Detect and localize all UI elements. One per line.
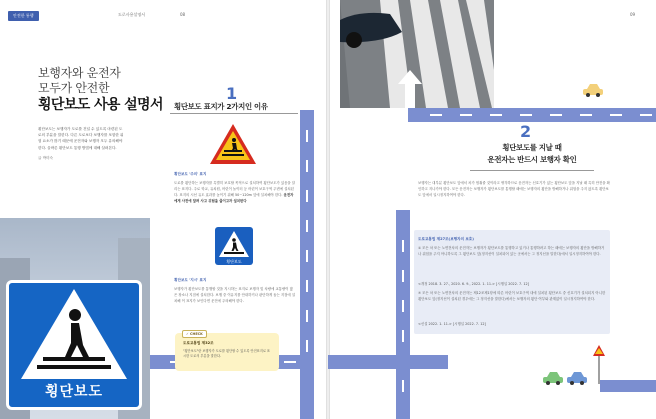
check-tag: ✓ CHECK [182, 330, 207, 338]
law-item-2: ⑦ 모든 차 또는 노면전차의 운전자는 제12조제1항에 따른 어린이 보호구역 내에 설치된 횡단보도 중 신호기가 설치되지 아니한 횡단보도 앞(정지선이 설치된 경우에는 그 정지선을 말한다)에서는 보행자의 횡단 여부와 관계없이 일시정지하여야 한다. [418, 291, 606, 301]
law-date-1: <개정 2018. 3. 27., 2020. 6. 9., 2022. 1. 11.> [시행일 2022. 7. 12] [418, 282, 529, 286]
intro-text: 횡단보도는 보행자가 도로를 건널 수 있도록 마련된 도로의 부분을 말한다. 다른 도로보다 보행자를 포함한 위험 요소가 많기 때문에 운전자와 보행자 모두 유의해야 한다. 올바른 횡단보도 통행 방법에 대해 살펴본다. [38, 127, 124, 150]
road-photo-illustration [340, 0, 494, 108]
section2-number: 2 [520, 122, 532, 141]
left-page-number: 08 [180, 12, 186, 17]
svg-text:횡단보도: 횡단보도 [226, 259, 242, 264]
section1-number: 1 [226, 84, 238, 103]
crosswalk-sign-board [6, 280, 142, 410]
section2-divider [470, 170, 594, 171]
check-title: 도로교통법 제32조 [183, 341, 214, 345]
section2-intro: 보행자는 대부분 횡단보도 앞에서 차가 멈춰줄 것이라고 생각하므로 운전자는 신호기가 있는 횡단보도 앞을 지날 때 특히 안전을 확인하고 지나가야 한다. 모든 운전자는 보행자가 횡단보도를 통행할 때에는 보행자의 횡단을 방해하거나 위험을 주지 않도록 횡단보도 앞에서 일시정지하여야 한다. [418, 181, 610, 197]
check-box [175, 333, 279, 371]
section1-divider [170, 113, 298, 114]
pedestrian-triangle-icon [9, 285, 139, 385]
author-credit: 글 박미숙 [38, 155, 54, 160]
section1-title: 횡단보도 표지가 2가지인 이유 [174, 102, 268, 111]
car-icon-blue [566, 370, 588, 386]
law-title: 도로교통법 제27조(보행자의 보호) [418, 237, 474, 241]
car-icon-yellow [582, 82, 604, 98]
title-line-2: 모두가 안전한 [38, 81, 110, 95]
road-right-corner [600, 380, 656, 392]
sign1-text: 도로를 횡단하는 보행자를 특별히 보호할 목적으로 설치하여 횡단보도가 있음을 알리는 표지다. 주로 학교, 유치원, 어린이 놀이터 등 어린이 보호구역 주변에 설치된다. 표지의 시선 유도 효과를 높이기 위해 50~120m 앞에 설치해야 한다. [174, 181, 296, 197]
section-tag: 안전한 통행 [8, 11, 39, 21]
check-body: "횡단보도"란 보행자가 도로를 횡단할 수 있도록 안전표지로 표시한 도로의 부분을 말한다. [183, 349, 271, 359]
instruction-crosswalk-sign-icon [214, 226, 254, 266]
running-title: 도로사용설명서 [118, 12, 146, 17]
crosswalk-sign-photo [0, 218, 150, 419]
car-icon-green [542, 370, 564, 386]
section2-title-line-2: 운전자는 반드시 보행자 확인 [487, 155, 577, 164]
title-line-3: 횡단보도 사용 설명서 [38, 97, 163, 113]
sign-text: 횡단보도 [44, 384, 104, 400]
crosswalk-road-photo [340, 0, 494, 108]
small-crosswalk-sign-icon [592, 344, 606, 384]
law-item-1: ① 모든 차 또는 노면전차의 운전자는 보행자가 횡단보도를 통행하고 있거나 통행하려고 하는 때에는 보행자의 횡단을 방해하거나 위험을 주지 아니하도록 그 횡단보도 앞(정지선이 설치되어 있는 곳에서는 그 정지선을 말한다)에서 일시정지하여야 한다. [418, 246, 605, 256]
right-page-number: 09 [630, 12, 636, 17]
section2-title-line-1: 횡단보도를 지날 때 [502, 143, 562, 152]
sign2-label: 횡단보도 '지시' 표지 [174, 278, 207, 282]
sign1-bold-text: 운전자에게 사전에 알려 사고 위험을 줄이고자 설치한다 [174, 193, 294, 203]
sign2-text: 보행자가 횡단보도를 통행할 것을 지시하는 표지로 보행자 및 차량에 교통량이 많은 장소나 지점에 설치한다. 보행 중 이유지를 안내하거나 판단하게 돕는 지점에 설치해 이 표지가 보인다면 운전에 주의해야 한다. [174, 287, 296, 303]
section2-title [462, 142, 602, 166]
road-left-vertical [300, 110, 314, 419]
road-right-bottom [328, 355, 448, 369]
intro-paragraph [38, 126, 124, 161]
sign1-paragraph [174, 180, 296, 204]
caution-crosswalk-sign-icon [208, 122, 258, 166]
law-date-2: <신설 2022. 1. 11.> [시행일 2022. 7. 12] [418, 322, 486, 326]
title-line-1: 보행자와 운전자 [38, 66, 121, 80]
sign1-label: 횡단보도 '주의' 표지 [174, 172, 207, 176]
